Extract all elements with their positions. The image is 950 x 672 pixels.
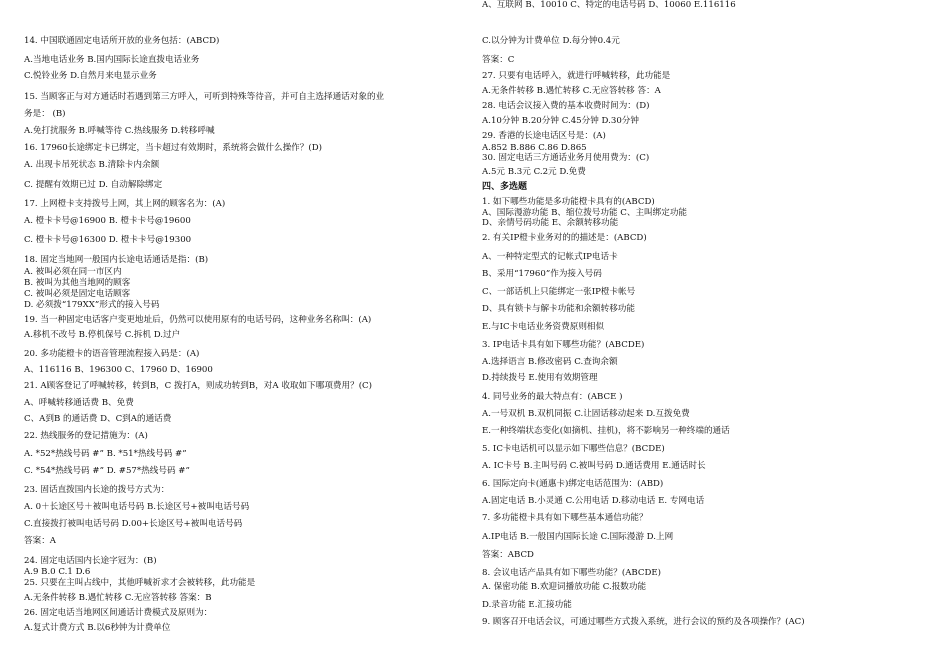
document-line: 5. IC卡电话机可以显示如下哪些信息？(BCDE) — [482, 444, 665, 454]
document-line: A. *52*热线号码 #” B. *51*热线号码 #” — [24, 449, 187, 459]
document-line: A. IC卡号 B.主叫号码 C.被叫号码 D.通话费用 E.通话时长 — [482, 461, 706, 471]
document-line: C.直接拨打被叫电话号码 D.00+长途区号+被叫电话号码 — [24, 519, 243, 529]
document-line: D、亲情号码功能 E、余额转移功能 — [482, 218, 619, 228]
document-line: D. 必须拨“179XX”形式的接入号码 — [24, 300, 160, 310]
document-line: 21. A顾客登记了呼喊转移，转到B，C 拨打A，则成功转到B，对A 收取如下哪项费用？(C) — [24, 381, 372, 391]
document-line: C. 被叫必须是固定电话顾客 — [24, 289, 131, 299]
section-heading: 四、多选题 — [482, 182, 528, 192]
document-line: 1. 如下哪些功能是多功能橙卡具有的(ABCD) — [482, 197, 655, 207]
document-line: A.无条件转移 B.遇忙转移 C.无应答转移 答案：B — [24, 593, 212, 603]
document-line: A. 出现卡吊死状态 B.清除卡内余额 — [24, 160, 160, 170]
document-line: C. 橙卡卡号@16300 D. 橙卡卡号@19300 — [24, 235, 192, 245]
document-line: A.移机不改号 B.停机保号 C.拆机 D.过户 — [24, 330, 181, 340]
document-line: B、采用“17960”作为接入号码 — [482, 269, 602, 279]
document-line: A.复式计费方式 B.以6秒钟为计费单位 — [24, 623, 171, 633]
document-line: 2. 有关IP橙卡业务对的的描述是：(ABCD) — [482, 233, 647, 243]
document-line: 答案：A — [24, 536, 56, 546]
document-line: A、互联网 B、10010 C、特定的电话号码 D、10060 E.116116 — [482, 0, 736, 10]
document-line: 20. 多功能橙卡的语音管理流程接入码是：(A) — [24, 349, 200, 359]
document-line: A. 保密功能 B.欢迎词播放功能 C.报数功能 — [482, 582, 647, 592]
document-line: C、一部话机上只能绑定一张IP橙卡帐号 — [482, 287, 636, 297]
document-line: 17. 上网橙卡支持拨号上网，其上网的顾客名为：(A) — [24, 199, 226, 209]
document-line: A.当地电话业务 B.国内国际长途直拨电话业务 — [24, 55, 200, 65]
document-line: 27. 只要有电话呼入，就进行呼喊转移，此功能是 — [482, 71, 671, 81]
document-line: A. 被叫必须在同一市区内 — [24, 267, 122, 277]
document-line: 6. 国际定向卡(通惠卡)绑定电话范围为：(ABD) — [482, 479, 664, 489]
document-line: 答案：C — [482, 55, 515, 65]
document-line: A.免打扰服务 B.呼喊等待 C.热线服务 D.转移呼喊 — [24, 126, 215, 136]
document-line: E.一种终端状态变化(如摘机、挂机)，将不影响另一种终端的通话 — [482, 426, 730, 436]
document-line: A.无条件转移 B.遇忙转移 C.无应答转移 答：A — [482, 86, 661, 96]
document-line: D、具有锁卡与解卡功能和余额转移功能 — [482, 304, 635, 314]
document-line: A.一号双机 B.双机同振 C.让固话移动起来 D.互拨免费 — [482, 409, 690, 419]
document-line: 15. 当顾客正与对方通话时若遇到第三方呼入，可听到特殊等待音，并可自主选择通话对象的业 — [24, 92, 385, 102]
document-line: E.与IC卡电话业务资费原则相似 — [482, 322, 605, 332]
document-line: D.持续拨号 E.使用有效期管理 — [482, 373, 598, 383]
document-line: 23. 固话直拨国内长途的拨号方式为： — [24, 485, 170, 495]
document-line: 答案：ABCD — [482, 550, 534, 560]
document-line: C.悦铃业务 D.自然月来电显示业务 — [24, 71, 157, 81]
document-line: 28. 电话会议接入费的基本收费时间为：(D) — [482, 101, 650, 111]
document-line: A.IP电话 B.一般国内国际长途 C.国际漫游 D.上网 — [482, 532, 674, 542]
document-line: A、116116 B、196300 C、17960 D、16900 — [24, 365, 213, 375]
document-line: C、A到B 的通话费 D、C到A的通话费 — [24, 414, 172, 424]
document-line: D.录音功能 E.汇接功能 — [482, 600, 572, 610]
document-line: 14. 中国联通固定电话所开放的业务包括：(ABCD) — [24, 36, 220, 46]
document-line: 7. 多功能橙卡具有如下哪些基本通信功能？ — [482, 513, 648, 523]
document-line: A.852 B.886 C.86 D.865 — [482, 143, 587, 153]
document-line: A.固定电话 B.小灵通 C.公用电话 D.移动电话 E. 专网电话 — [482, 496, 705, 506]
document-line: 9. 顾客召开电话会议，可通过哪些方式拨入系统，进行会议的预约及各项操作？(AC) — [482, 617, 805, 627]
document-line: A.10分钟 B.20分钟 C.45分钟 D.30分钟 — [482, 116, 639, 126]
document-line: 29. 香港的长途电话区号是：(A) — [482, 131, 606, 141]
document-line: 22. 热线服务的登记措施为：(A) — [24, 431, 148, 441]
document-line: 4. 同号业务的最大特点有：(ABCE ) — [482, 392, 623, 402]
document-line: 3. IP电话卡具有如下哪些功能？(ABCDE) — [482, 340, 645, 350]
document-line: A、一种特定型式的记帐式IP电话卡 — [482, 252, 618, 262]
document-line: B. 被叫为其他当地网的顾客 — [24, 278, 131, 288]
document-line: 18. 固定当地网一般国内长途电话通话是指：(B) — [24, 255, 209, 265]
document-line: 24. 固定电话国内长途字冠为：(B) — [24, 556, 157, 566]
document-line: 30. 固定电话三方通话业务月使用费为：(C) — [482, 153, 650, 163]
document-line: A、国际漫游功能 B、缩位拨号功能 C、主叫绑定功能 — [482, 208, 688, 218]
document-line: A.5元 B.3元 C.2元 D.免费 — [482, 167, 586, 177]
document-line: C. *54*热线号码 #” D. #57*热线号码 #” — [24, 466, 190, 476]
document-line: A. 橙卡卡号@16900 B. 橙卡卡号@19600 — [24, 216, 191, 226]
document-line: 25. 只要在主叫占线中，其他呼喊祈求才会被转移，此功能是 — [24, 578, 256, 588]
document-line: C. 提醒有效期已过 D. 自动解除绑定 — [24, 180, 163, 190]
document-line: A、呼喊转移通话费 B、免费 — [24, 398, 134, 408]
document-line: A.9 B.0 C.1 D.6 — [24, 567, 91, 577]
document-line: A. 0＋长途区号＋被叫电话号码 B.长途区号+被叫电话号码 — [24, 502, 250, 512]
document-line: 26. 固定电话当地网区间通话计费模式及原则为： — [24, 608, 213, 618]
document-line: 19. 当一种固定电话客户变更地址后，仍然可以使用原有的电话号码，这种业务名称叫：(A) — [24, 315, 372, 325]
document-line: A.选择语言 B.修改密码 C.查询余额 — [482, 357, 618, 367]
document-line: 16. 17960长途绑定卡已绑定，当卡超过有效期时，系统将会做什么操作？(D) — [24, 143, 322, 153]
document-line: 务是： (B) — [24, 109, 66, 119]
document-line: 8. 会议电话产品具有如下哪些功能？(ABCDE) — [482, 568, 661, 578]
document-line: C.以分钟为计费单位 D.每分钟0.4元 — [482, 36, 620, 46]
